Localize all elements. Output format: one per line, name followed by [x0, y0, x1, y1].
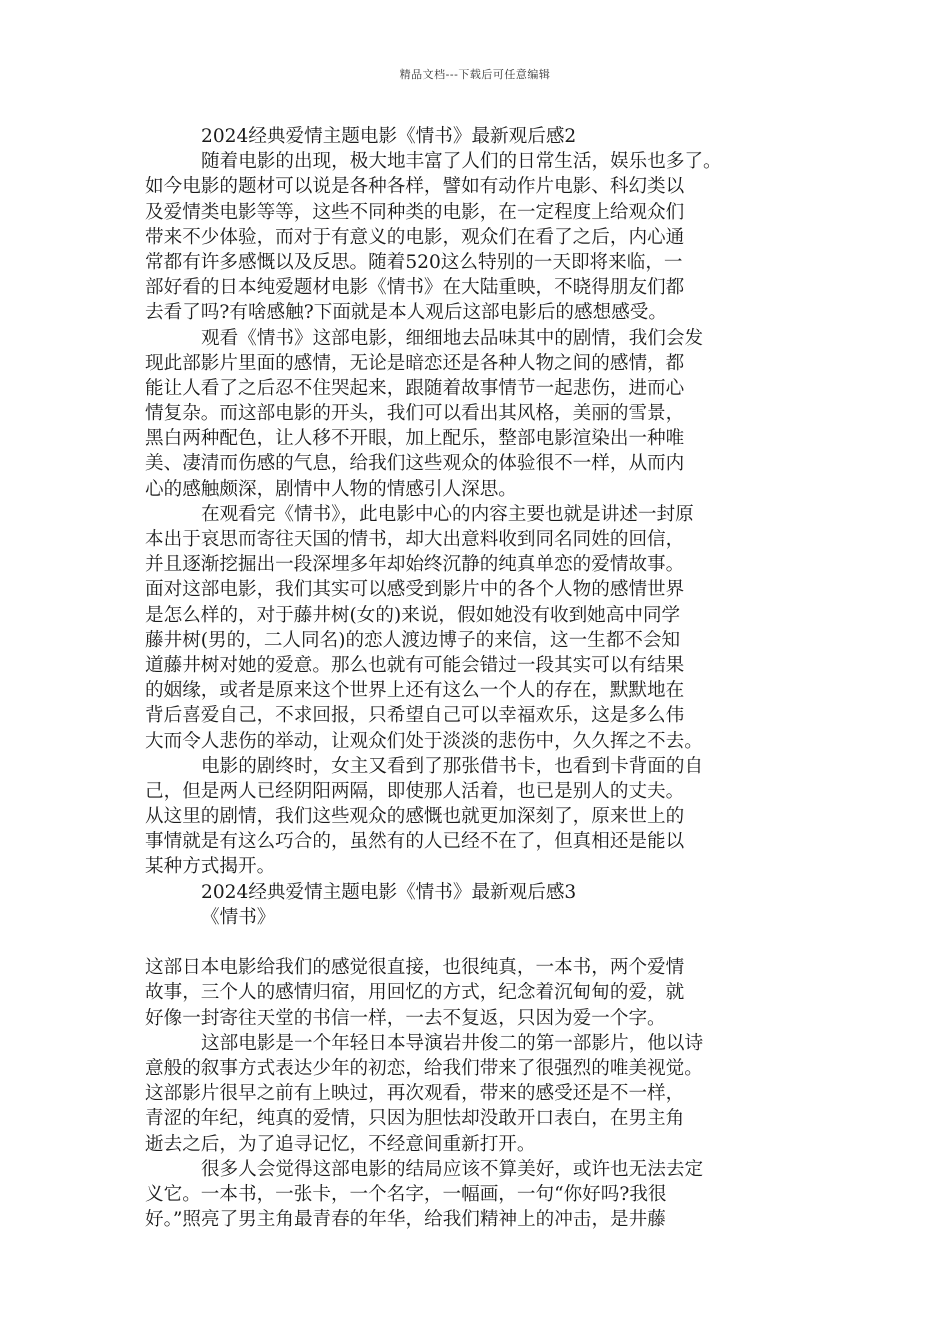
text-line: 能让人看了之后忍不住哭起来，跟随着故事情节一起悲伤，进而心	[145, 377, 685, 399]
text-line: 观看《情书》这部电影，细细地去品味其中的剧情，我们会发	[201, 327, 704, 349]
text-line: 去看了吗?有啥感触?下面就是本人观后这部电影后的感想感受。	[145, 302, 667, 324]
document-body	[145, 124, 815, 1232]
text-line	[145, 930, 815, 955]
text-line: 情复杂。而这部电影的开头，我们可以看出其风格，美丽的雪景，	[145, 403, 685, 425]
text-line: 大而令人悲伤的举动，让观众们处于淡淡的悲伤中，久久挥之不去。	[145, 730, 703, 752]
text-line: 藤井树(男的，二人同名)的恋人渡边博子的来信，这一生都不会知	[145, 629, 681, 651]
text-line: 己，但是两人已经阴阳两隔，即使那人活着，也已是别人的丈夫。	[145, 780, 685, 802]
text-line: 现此部影片里面的感情，无论是暗恋还是各种人物之间的感情，都	[145, 352, 685, 374]
text-line: 从这里的剧情，我们这些观众的感慨也就更加深刻了，原来世上的	[145, 806, 685, 828]
text-line: 是怎么样的，对于藤井树(女的)来说，假如她没有收到她高中同学	[145, 604, 681, 626]
text-line: 如今电影的题材可以说是各种各样，譬如有动作片电影、科幻类以	[145, 176, 685, 198]
text-line: 美、凄清而伤感的气息，给我们这些观众的体验很不一样，从而内	[145, 453, 685, 475]
text-line: 这部电影是一个年轻日本导演岩井俊二的第一部影片，他以诗	[201, 1032, 704, 1054]
text-line: 面对这部电影，我们其实可以感受到影片中的各个人物的感情世界	[145, 579, 685, 601]
text-line: 意般的叙事方式表达少年的初恋，给我们带来了很强烈的唯美视觉。	[145, 1057, 703, 1079]
text-line: 常都有许多感慨以及反思。随着520这么特别的一天即将来临，一	[145, 251, 683, 273]
text-line: 道藤井树对她的爱意。那么也就有可能会错过一段其实可以有结果	[145, 654, 685, 676]
text-line: 事情就是有这么巧合的，虽然有的人已经不在了，但真相还是能以	[145, 831, 685, 853]
text-line: 背后喜爱自己，不求回报，只希望自己可以幸福欢乐，这是多么伟	[145, 705, 685, 727]
text-line: 并且逐渐挖掘出一段深埋多年却始终沉静的纯真单恋的爱情故事。	[145, 554, 685, 576]
text-line: 电影的剧终时，女主又看到了那张借书卡，也看到卡背面的自	[201, 755, 704, 777]
text-line: 在观看完《情书》，此电影中心的内容主要也就是讲述一封原	[201, 503, 694, 525]
page-header: 精品文档---下载后可任意编辑	[399, 68, 551, 81]
text-line: 故事，三个人的感情归宿，用回忆的方式，纪念着沉甸甸的爱，就	[145, 982, 685, 1004]
text-line: 本出于哀思而寄往天国的情书，却大出意料收到同名同姓的回信，	[145, 529, 685, 550]
text-line: 的姻缘，或者是原来这个世界上还有这么一个人的存在，默默地在	[145, 680, 685, 702]
text-line: 心的感触颇深，剧情中人物的情感引人深思。	[145, 478, 517, 500]
text-line: 随着电影的出现，极大地丰富了人们的日常生活，娱乐也多了。	[201, 151, 722, 173]
text-line: 青涩的年纪，纯真的爱情，只因为胆怯却没敢开口表白，在男主角	[145, 1108, 685, 1130]
text-line: 黑白两种配色，让人移不开眼，加上配乐，整部电影渲染出一种唯	[145, 428, 685, 450]
text-line: 《情书》	[201, 906, 276, 928]
text-line: 某种方式揭开。	[145, 856, 276, 878]
text-line: 这部日本电影给我们的感觉很直接，也很纯真，一本书，两个爱情	[145, 957, 685, 979]
text-line: 及爱情类电影等等，这些不同种类的电影，在一定程度上给观众们	[145, 201, 685, 223]
text-line: 很多人会觉得这部电影的结局应该不算美好，或许也无法去定	[201, 1158, 704, 1180]
text-line: 逝去之后，为了追寻记忆，不经意间重新打开。	[145, 1133, 536, 1155]
text-line: 2024经典爱情主题电影《情书》最新观后感2	[201, 126, 577, 147]
text-line: 义它。一本书，一张卡，一个名字，一幅画，一句“你好吗?我很	[145, 1183, 667, 1205]
text-line: 带来不少体验，而对于有意义的电影，观众们在看了之后，内心通	[145, 226, 685, 248]
text-line: 好。”照亮了男主角最青春的年华，给我们精神上的冲击，是井藤	[145, 1209, 666, 1231]
text-line: 好像一封寄往天堂的书信一样，一去不复返，只因为爱一个字。	[145, 1007, 666, 1029]
text-line: 2024经典爱情主题电影《情书》最新观后感3	[201, 881, 577, 903]
text-line: 这部影片很早之前有上映过，再次观看，带来的感受还是不一样，	[145, 1083, 685, 1105]
text-line: 部好看的日本纯爱题材电影《情书》在大陆重映，不晓得朋友们都	[145, 277, 685, 299]
